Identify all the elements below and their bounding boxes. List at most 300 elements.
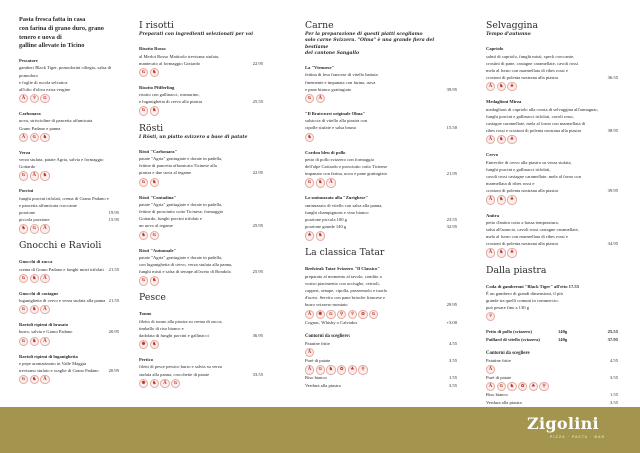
item-description [486, 297, 618, 304]
section-header [305, 247, 457, 258]
price: 20.95 [108, 368, 119, 374]
item-description [139, 169, 263, 176]
menu-item [19, 57, 119, 103]
price: 38.95 [607, 128, 618, 134]
menu-item [139, 45, 263, 77]
price: 4.55 [448, 341, 457, 347]
allergen-icons [19, 94, 119, 103]
side-dish [486, 374, 618, 381]
item-description-label: burro, salvia e Grano Padano [19, 329, 73, 335]
item-description [19, 125, 119, 132]
price: 21.95 [446, 171, 457, 177]
section-header [139, 20, 263, 38]
item-name-label: Beefsteak Tatar Svizzero "Il Classico" [305, 266, 380, 272]
allergen-icons [486, 382, 618, 391]
item-description-label: medaglioni di capriolo alla crosta di selvaggina all'armagnac, [486, 106, 599, 112]
item-description [139, 222, 263, 229]
item-description-label: fettine di pancetta affumicata Ticinese alla [139, 163, 217, 169]
allergen-icons [486, 196, 618, 205]
item-name-label: Capriolo [486, 46, 504, 52]
lactose-icon: ♞ [497, 248, 506, 257]
item-name [19, 321, 119, 328]
lactose-icon: ♞ [150, 68, 159, 77]
alcohol-icon: Å [486, 248, 495, 257]
gluten-icon: ₲ [171, 379, 180, 388]
item-description [139, 261, 263, 268]
item-description [19, 367, 119, 374]
item-description [305, 209, 457, 216]
item-description-label: d'uovo. Servito con pane brioche francese e [305, 295, 386, 301]
item-name-label: Rösti "Contadina" [139, 194, 177, 200]
item-description [139, 155, 263, 162]
portion-option [305, 216, 457, 223]
lactose-icon: ♞ [497, 195, 506, 204]
item-description [486, 233, 618, 240]
allergen-icons [305, 94, 457, 103]
item-description-label: petto d'anitra cotto a bassa temperatura, [486, 219, 559, 225]
allergen-icons [305, 348, 457, 357]
item-name [486, 212, 618, 219]
lactose-icon: ♞ [139, 231, 148, 240]
alcohol-icon: Å [40, 375, 49, 384]
menu-item [19, 353, 119, 385]
lactose-icon: ♞ [150, 276, 159, 285]
pasta-intro [19, 16, 119, 51]
item-description [19, 64, 119, 78]
side-dish-label: Riso bianco [486, 392, 508, 398]
alcohol-icon: Å [486, 195, 495, 204]
price: 36.95 [252, 333, 263, 339]
row-weight: 140g [558, 329, 568, 335]
side-dish-label: Purè di patate [305, 358, 331, 364]
item-description [19, 86, 119, 93]
mustard-icon: ⚲ [337, 310, 346, 319]
portion-option [19, 216, 119, 223]
price: 34.95 [607, 241, 618, 247]
item-name-label: Pescatore [19, 58, 38, 64]
menu-item [19, 110, 119, 142]
allergen-icons [19, 133, 119, 142]
item-description [305, 301, 457, 308]
item-description [486, 166, 618, 173]
item-name [139, 148, 263, 155]
section-header [139, 123, 263, 141]
crustacean-icon: ♆ [30, 94, 39, 103]
gluten-icon: ₲ [316, 365, 325, 374]
footer-band [0, 407, 640, 453]
price: 22.95 [252, 170, 263, 176]
brand-logo: Zigolini [527, 414, 599, 433]
portion-option-label: porzione grande 140 g [305, 224, 347, 230]
item-description-label: burro svizzero montato [305, 302, 348, 308]
item-description-label: mantecato al formaggio Gottardo [139, 60, 201, 66]
lactose-icon: ♞ [30, 375, 39, 384]
item-name [19, 149, 119, 156]
fish-icon: ✺ [316, 310, 325, 319]
gluten-icon: ₲ [139, 106, 148, 115]
side-dishes-title: Contorni da scegliere [486, 350, 530, 356]
lactose-icon: ♞ [30, 305, 39, 314]
alcohol-icon: Å [316, 94, 325, 103]
side-dish [305, 340, 457, 347]
item-description-label: crostoni di polenta nostrana alla piastra [486, 75, 559, 81]
menu-item [486, 151, 618, 204]
alcohol-icon: Å [326, 178, 335, 187]
nuts-icon: ✿ [518, 382, 527, 391]
item-description [139, 268, 263, 275]
mustard-icon: ⚲ [539, 382, 548, 391]
item-name [139, 84, 263, 91]
intro-line: Pasta fresca fatta in casa [19, 16, 86, 23]
item-description-label: e luganighetta di cervo alla piastra [139, 99, 203, 105]
item-name-label: Porcini [19, 188, 34, 194]
menu-item [19, 187, 119, 233]
side-dish-label: Purè di patate [486, 375, 512, 381]
item-description-label: cavoli rossi castagne caramellate, mela al forno con [486, 173, 581, 179]
item-name-label: Rösti "Autunnale" [139, 247, 177, 253]
price: 21.55 [108, 298, 119, 304]
alcohol-icon: Å [19, 133, 28, 142]
item-description [305, 273, 457, 280]
fish-icon: ✺ [139, 340, 148, 349]
section-header [19, 240, 119, 251]
item-description [139, 325, 263, 332]
item-name-label: Risotto Pfifferling [139, 84, 175, 90]
gluten-icon: ₲ [139, 68, 148, 77]
item-name [486, 151, 618, 158]
side-dish [305, 382, 457, 389]
item-description-label: può pesare fino a 130 g [486, 305, 529, 311]
section-header [139, 292, 263, 303]
extra-option [305, 319, 457, 326]
section-title: Selvaggina [486, 20, 539, 31]
item-description [486, 187, 618, 194]
section-title: Dalla piastra [486, 264, 547, 276]
item-name [305, 64, 457, 71]
price: 1.55 [609, 392, 618, 398]
item-description-label: salmì di capriolo, funghi misti, speck croccante, [486, 53, 575, 59]
section-title: Gnocchi e Ravioli [19, 240, 102, 252]
alcohol-icon: Å [486, 82, 495, 91]
price: 29.95 [446, 302, 457, 308]
menu-item [305, 64, 457, 103]
menu-item [19, 149, 119, 181]
allergen-icons [19, 305, 119, 314]
row-price: 37.95 [607, 336, 618, 342]
gluten-icon: ₲ [305, 94, 314, 103]
item-description-label: e pancetta affumicata croccante [19, 202, 77, 208]
allergen-icons [139, 379, 263, 388]
lactose-icon: ♞ [19, 224, 28, 233]
gluten-icon: ₲ [19, 274, 28, 283]
item-description [305, 86, 457, 93]
item-description-label: trevisano stufato e scaglie di Grano Padano [19, 368, 99, 374]
gluten-icon: ₲ [139, 276, 148, 285]
item-description-label: impanato con farina, uova e pane grattugiato [305, 171, 388, 177]
item-description-label: Gottardo, funghi porcini trifolati e [139, 216, 202, 222]
alcohol-icon: Å [40, 337, 49, 346]
item-name-label: "Il Bratwurst originale Olma" [305, 111, 366, 116]
item-description [139, 60, 263, 67]
fish-icon: ✺ [139, 379, 148, 388]
item-description [139, 98, 263, 105]
brand-tagline: PIZZA · PASTA · BAR [550, 435, 605, 439]
item-description [139, 91, 263, 98]
intro-line: con farina di grano duro, grano tenero e uova di [19, 24, 104, 41]
item-description [486, 67, 618, 74]
celery-icon: ♣ [305, 231, 314, 240]
alcohol-icon: Å [40, 305, 49, 314]
item-description [486, 240, 618, 247]
item-description-label: uova, striscioline di pancetta affumicata [19, 118, 93, 124]
gluten-icon: ₲ [326, 310, 335, 319]
lactose-icon: ♞ [316, 178, 325, 187]
item-name-label: Rösti "Carbonara" [139, 148, 178, 154]
item-name [139, 45, 263, 52]
gluten-icon: ₲ [19, 171, 28, 180]
celery-icon: ♣ [507, 195, 516, 204]
price: 32.95 [446, 224, 457, 230]
celery-icon: ♣ [507, 248, 516, 257]
item-name [19, 353, 119, 360]
item-name [19, 110, 119, 117]
allergen-icons [139, 178, 263, 187]
price: 23.55 [446, 217, 457, 223]
menu-item [305, 194, 457, 240]
lactose-icon: ♞ [507, 382, 516, 391]
section-title: La classica Tatar [305, 247, 385, 259]
item-description [486, 226, 618, 233]
side-dish [486, 357, 618, 364]
item-description-label: mela al forno con marmellata di ribes rossi e [486, 234, 568, 240]
item-description [305, 163, 457, 170]
allergen-icons [139, 68, 263, 77]
side-dishes [305, 333, 457, 389]
item-name [139, 356, 263, 363]
gluten-icon: ₲ [19, 305, 28, 314]
price: 39.95 [446, 86, 457, 92]
item-description-label: marmellata di ribes rossi e [486, 181, 535, 187]
gluten-icon: ₲ [497, 382, 506, 391]
lactose-icon: ♞ [150, 106, 159, 115]
item-name [486, 283, 618, 290]
allergen-icons [19, 171, 119, 180]
allergen-icons [139, 276, 263, 285]
item-name-label: Gnocchi di castagne [19, 290, 59, 296]
section-header [486, 20, 618, 38]
weight-price-row [486, 336, 618, 343]
price: 15.95 [108, 217, 119, 223]
item-description [486, 120, 618, 127]
item-description [19, 195, 119, 202]
menu-item [19, 321, 119, 345]
item-description-label: verza stufata, patate Agria, salvia e formaggio Gottardo [19, 157, 104, 170]
intro-line: galline allevate in Ticino [19, 42, 85, 50]
price: 19.95 [108, 210, 119, 216]
item-description-label: risotto con gallinacci, rosmarino, [139, 92, 200, 98]
menu-column-1 [19, 16, 119, 391]
menu-item [139, 310, 263, 349]
allergen-icons [305, 133, 457, 142]
item-description-label: crostoni di polenta nostrana alla piastra [486, 241, 559, 247]
row-label: Petto di pollo (svizzero) [486, 329, 532, 335]
item-description-label: vostro piacimento con acciughe, cetrioli, [305, 280, 380, 286]
item-description-label: patate "Agria" grattugiate e dorate in padella, [139, 156, 223, 162]
item-description-label: timballo di riso bianco e [139, 325, 184, 331]
item-name [305, 149, 457, 156]
item-description [139, 162, 263, 169]
menu-item [139, 148, 263, 187]
item-description-label: sminuzzato di vitello con salsa alla panna, [305, 202, 383, 208]
item-name [486, 45, 618, 52]
portion-option-label: porzione piccola 100 g [305, 217, 347, 223]
item-name-label: Carbonara [19, 111, 41, 117]
item-description-label: filetto di tonno alla piastra su crema di zucca, [139, 318, 223, 324]
gluten-icon: ₲ [30, 224, 39, 233]
weight-price-row [486, 328, 618, 335]
item-description [305, 170, 457, 177]
item-description-label: salsiccia di vitello alla piastra con [305, 118, 368, 124]
item-description [19, 202, 119, 209]
side-dish-label: Verdura alla piastra [486, 399, 522, 405]
item-description-label: piastra e due uova al tegame [139, 170, 192, 176]
item-name [305, 194, 457, 201]
lactose-icon: ♞ [497, 82, 506, 91]
price: 25.95 [252, 223, 263, 229]
item-description-label: gamberi Black Tiger, pomodorini ciliegio, salsa di pomodoro [19, 65, 112, 78]
alcohol-icon: Å [486, 365, 495, 374]
menu-column-4 [486, 18, 618, 413]
lactose-icon: ♞ [30, 274, 39, 283]
gluten-icon: ₲ [305, 178, 314, 187]
item-description [139, 332, 263, 339]
item-description [305, 202, 457, 209]
celery-icon: ♣ [507, 82, 516, 91]
item-description-label: un uovo al tegame [139, 223, 173, 229]
allergen-icons [19, 224, 119, 233]
allergen-icons [19, 274, 119, 283]
alcohol-icon: Å [19, 94, 28, 103]
price: 15.50 [446, 125, 457, 131]
item-description-label: È un gambero di grandi dimensioni, il più [486, 290, 563, 296]
crustacean-icon: ♆ [348, 310, 357, 319]
item-description-label: e pane bianco grattugiato [305, 86, 352, 92]
side-dish-label: Patatine fritte [486, 357, 511, 363]
item-description-label: con luganighetta di cervo, verza stufata alla panna, [139, 262, 233, 268]
alcohol-icon: Å [40, 274, 49, 283]
item-name [19, 187, 119, 194]
section-subtitle: solo carne Svizzera. "Olma" è una grande fiera del bestiame [305, 38, 435, 50]
item-description [19, 156, 119, 170]
allergen-icons [305, 365, 457, 374]
item-description-label: crostoni di polenta nostrana alla piastra [486, 188, 559, 194]
item-description [486, 106, 618, 113]
section-title: I risotti [139, 20, 174, 31]
item-description [305, 117, 457, 124]
price: 3.55 [448, 382, 457, 388]
item-name [139, 310, 263, 317]
item-name-label: Gnocchi di zucca [19, 259, 53, 265]
gluten-icon: ₲ [139, 178, 148, 187]
item-description [486, 173, 618, 180]
item-description-label: preparato al momento al tavolo, condito a [305, 273, 382, 279]
side-dish-label: Patatine fritte [305, 341, 330, 347]
item-name [139, 194, 263, 201]
item-name [486, 98, 618, 105]
item-description-label: finemente e impanata con farina, uova [305, 79, 376, 85]
section-subtitle: del cantone Sangallo [305, 50, 360, 56]
item-description-label: dell'alpe Gottardo e prosciutto cotto Ticinese [305, 164, 388, 170]
crustacean-icon: ♆ [486, 312, 495, 321]
price: 4.55 [609, 357, 618, 363]
menu-item [139, 194, 263, 240]
gluten-icon: ₲ [369, 310, 378, 319]
menu-item [486, 212, 618, 258]
allergen-icons [19, 375, 119, 384]
lactose-icon: ♞ [40, 133, 49, 142]
nuts-icon: ✿ [358, 310, 367, 319]
item-description-label: al Merlot Rosso Mattirolo trevisana stufata, [139, 53, 220, 59]
celery-icon: ♣ [507, 135, 516, 144]
portion-option [19, 209, 119, 216]
item-description-label: patate "Agria" grattugiate e dorate in padella, [139, 201, 223, 207]
section-header [486, 265, 618, 276]
price: 3.55 [609, 375, 618, 381]
item-name [19, 258, 119, 265]
price: 3.55 [609, 399, 618, 405]
item-description-label: funghi porcini e gallinacci trifolati, cavoli rossi, [486, 113, 574, 119]
item-name [305, 265, 457, 272]
item-description [486, 180, 618, 187]
lactose-icon: ♞ [316, 231, 325, 240]
item-name [19, 290, 119, 297]
alcohol-icon: Å [486, 135, 495, 144]
item-description [486, 219, 618, 226]
item-description-label: grande tra quelli comuni in commercio: [486, 297, 559, 303]
price: 1.55 [448, 375, 457, 381]
item-description-label: crema di Grano Padano e funghi misti trifolati [19, 266, 104, 272]
item-name-label: Tonno [139, 311, 152, 317]
item-name-label: Ravioli ripieni di brasato [19, 322, 69, 328]
menu-item [139, 84, 263, 116]
alcohol-icon: Å [305, 365, 314, 374]
celery-icon: ♣ [348, 365, 357, 374]
item-description [19, 360, 119, 367]
side-dishes [486, 350, 618, 406]
item-description-label: Entrecôte di cervo alla piastra su verza stufata, [486, 159, 572, 165]
item-description [486, 127, 618, 134]
item-name-label: Lo sminuzzato alla "Zurighese" [305, 195, 368, 201]
menu-item [486, 283, 618, 322]
nuts-icon: ✿ [337, 365, 346, 374]
item-description [486, 60, 618, 67]
item-description [486, 74, 618, 81]
alcohol-icon: Å [486, 382, 495, 391]
allergen-icons [139, 231, 263, 240]
menu-column-2 [139, 18, 263, 395]
item-description [486, 113, 618, 120]
lactose-icon: ♞ [30, 337, 39, 346]
item-description [139, 254, 263, 261]
item-description [305, 287, 457, 294]
row-weight: 140g [558, 336, 568, 342]
item-name-label: Medaglioni Mirza [486, 99, 522, 105]
menu-item [19, 258, 119, 282]
menu-item [305, 149, 457, 188]
item-description [139, 201, 263, 208]
allergen-icons [486, 365, 618, 374]
allergen-icons [486, 135, 618, 144]
